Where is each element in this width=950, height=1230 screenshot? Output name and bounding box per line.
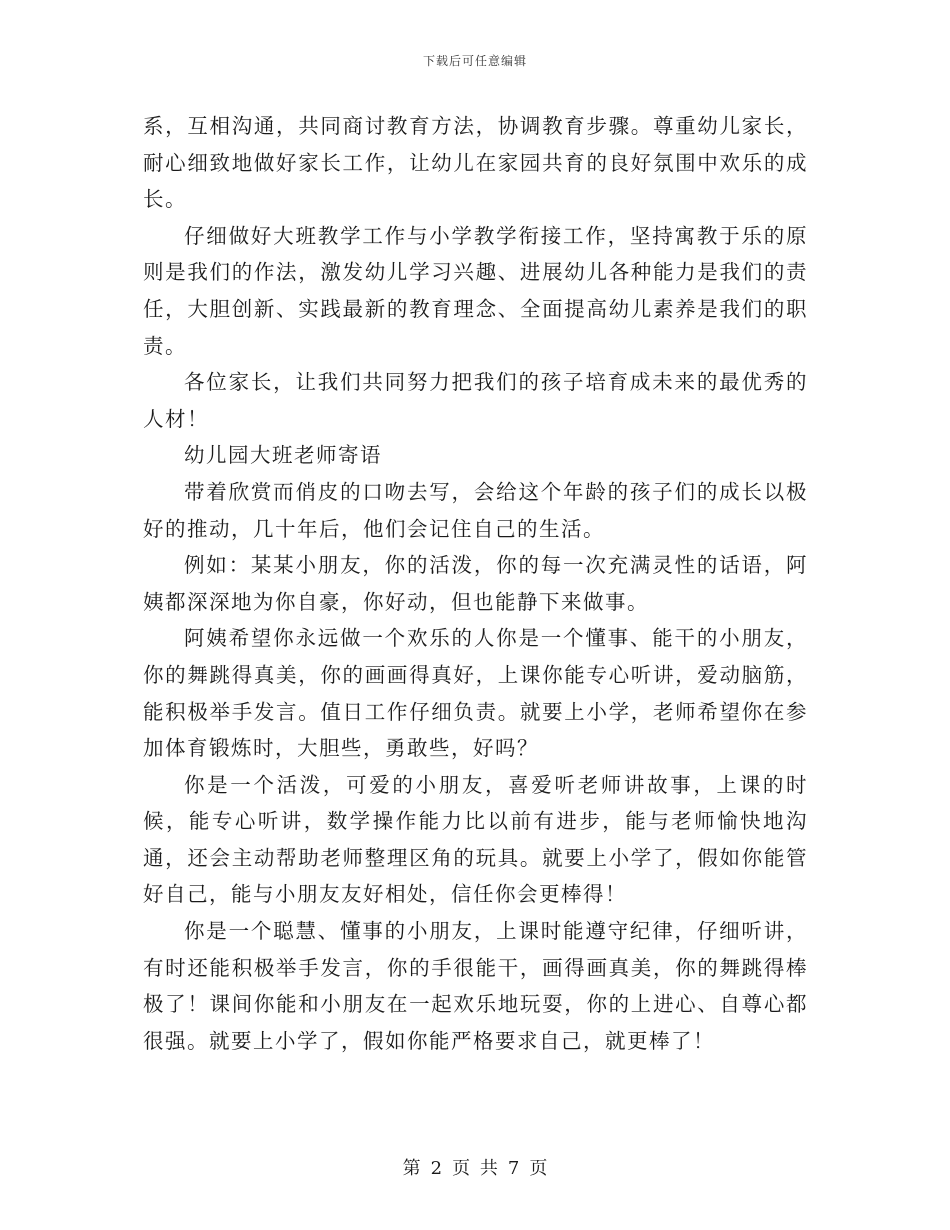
paragraph-7: 你是一个活泼，可爱的小朋友，喜爱听老师讲故事，上课的时候，能专心听讲，数学操作能力比以前有进步，能与老师愉快地沟通，还会主动帮助老师整理区角的玩具。就要上小学了，假如你能管好自己，能与小朋友友好相处，信任你会更棒得！ [143,772,808,907]
paragraph-1: 系，互相沟通，共同商讨教育方法，协调教育步骤。尊重幼儿家长，耐心细致地做好家长工作，让幼儿在家园共育的良好氛围中欢乐的成长。 [143,114,808,212]
footer-prefix: 第 [402,1158,421,1179]
current-page-number: 2 [430,1158,443,1179]
paragraph-3: 各位家长，让我们共同努力把我们的孩子培育成未来的最优秀的人材！ [143,370,808,431]
page-footer [0,1154,950,1180]
document-body [143,108,808,1059]
paragraph-6: 阿姨希望你永远做一个欢乐的人你是一个懂事、能干的小朋友，你的舞跳得真美，你的画画得真好，上课你能专心听讲，爱动脑筋，能积极举手发言。值日工作仔细负责。就要上小学，老师希望你在参加体育锻炼时，大胆些，勇敢些，好吗？ [143,626,808,761]
footer-suffix: 页 [529,1158,548,1179]
paragraph-8: 你是一个聪慧、懂事的小朋友，上课时能遵守纪律，仔细听讲，有时还能积极举手发言，你的手很能干，画得画真美，你的舞跳得棒极了！课间你能和小朋友在一起欢乐地玩耍，你的上进心、自尊心都很强。就要上小学了，假如你能严格要求自己，就更棒了！ [143,919,808,1053]
paragraph-2: 仔细做好大班教学工作与小学教学衔接工作，坚持寓教于乐的原则是我们的作法，激发幼儿学习兴趣、进展幼儿各种能力是我们的责任，大胆创新、实践最新的教育理念、全面提高幼儿素养是我们的职责。 [143,223,808,358]
paragraph-4: 带着欣赏而俏皮的口吻去写，会给这个年龄的孩子们的成长以极好的推动，几十年后，他们会记住自己的生活。 [143,479,808,541]
paragraph-5: 例如：某某小朋友，你的活泼，你的每一次充满灵性的话语，阿姨都深深地为你自豪，你好动，但也能静下来做事。 [143,553,808,614]
page-header: 下载后可任意编辑 [422,54,527,68]
section-heading: 幼儿园大班老师寄语 [184,443,382,468]
footer-middle: 页 共 [452,1158,498,1179]
total-pages-number: 7 [507,1158,520,1179]
